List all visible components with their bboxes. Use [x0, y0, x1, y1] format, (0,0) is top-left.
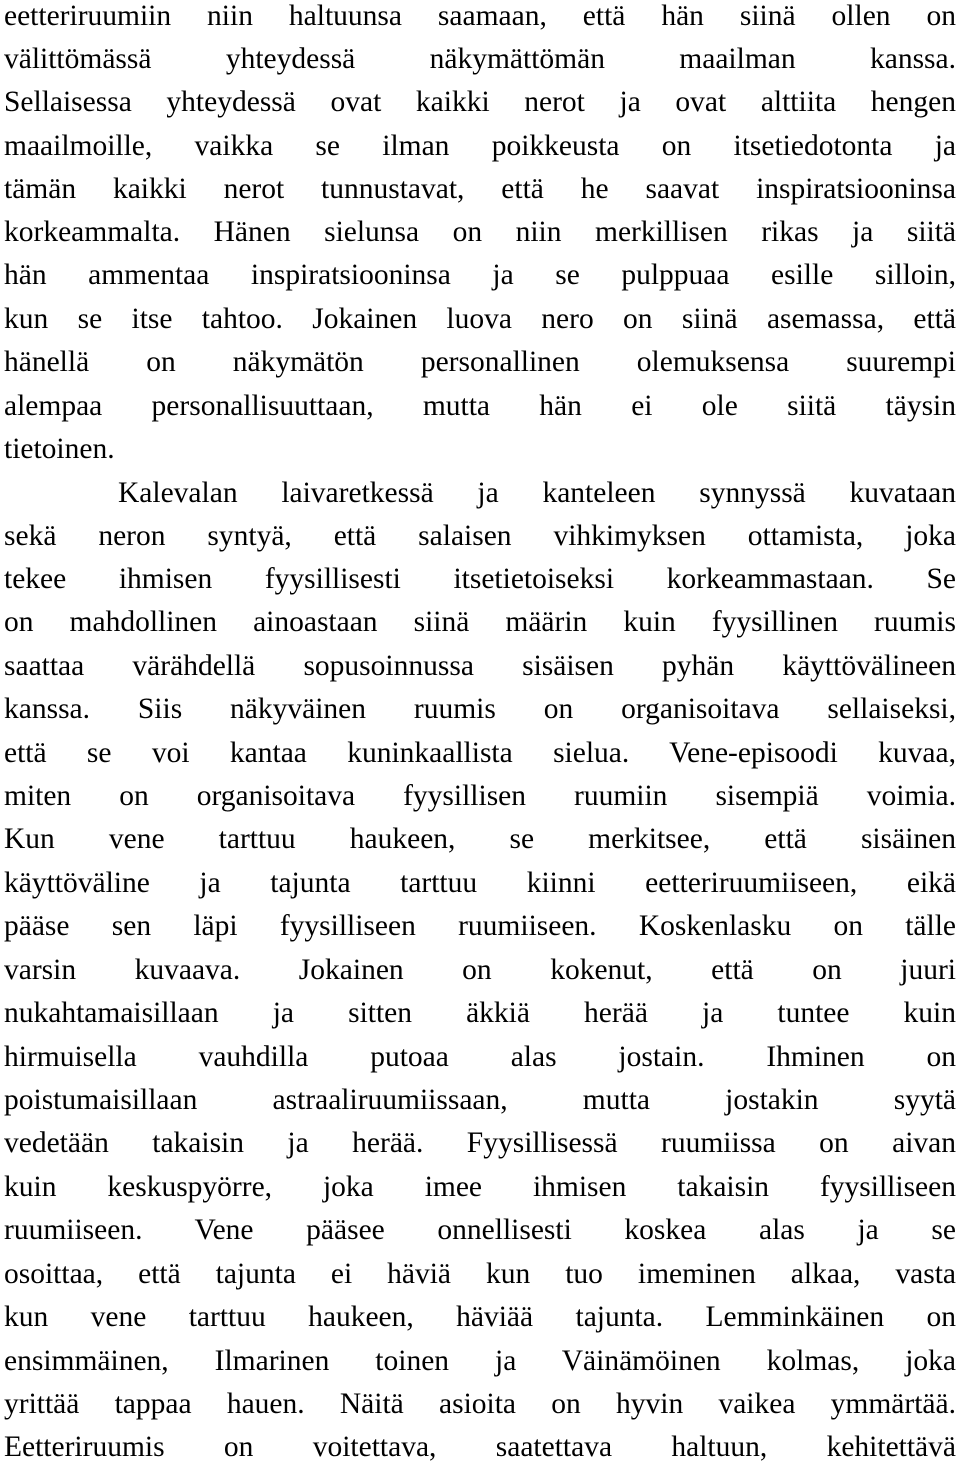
text-line: nukahtamaisillaan ja sitten äkkiä herää ja tuntee kuin: [4, 997, 956, 1029]
text-line: saattaa värähdellä sopusoinnussa sisäisen pyhän käyttövälineen: [4, 650, 956, 682]
text-line: eetteriruumiin niin haltuunsa saamaan, että hän siinä ollen on: [4, 0, 956, 32]
text-line: Sellaisessa yhteydessä ovat kaikki nerot ja ovat alttiita hengen: [4, 86, 956, 118]
text-line: vedetään takaisin ja herää. Fyysillisessä ruumiissa on aivan: [4, 1127, 956, 1159]
text-line: ruumiiseen. Vene pääsee onnellisesti koskea alas ja se: [4, 1214, 956, 1246]
text-line: varsin kuvaava. Jokainen on kokenut, että on juuri: [4, 954, 956, 986]
text-line: kun se itse tahtoo. Jokainen luova nero on siinä asemassa, että: [4, 303, 956, 335]
text-line: korkeammalta. Hänen sielunsa on niin merkillisen rikas ja siitä: [4, 216, 956, 248]
text-line: Kun vene tarttuu haukeen, se merkitsee, että sisäinen: [4, 823, 956, 855]
text-line: välittömässä yhteydessä näkymättömän maailman kanssa.: [4, 43, 956, 75]
text-line: on mahdollinen ainoastaan siinä määrin kuin fyysillinen ruumis: [4, 606, 956, 638]
text-line: pääse sen läpi fyysilliseen ruumiiseen. Koskenlasku on tälle: [4, 910, 956, 942]
text-line: kun vene tarttuu haukeen, häviää tajunta. Lemminkäinen on: [4, 1301, 956, 1333]
text-line: maailmoille, vaikka se ilman poikkeusta on itsetiedotonta ja: [4, 130, 956, 162]
text-line: Eetteriruumis on voitettava, saatettava haltuun, kehitettävä: [4, 1431, 956, 1463]
text-line: hänellä on näkymätön personallinen olemuksensa suurempi: [4, 346, 956, 378]
text-line: poistumaisillaan astraaliruumiissaan, mutta jostakin syytä: [4, 1084, 956, 1116]
text-line: miten on organisoitava fyysillisen ruumiin sisempiä voimia.: [4, 780, 956, 812]
text-line: yrittää tappaa hauen. Näitä asioita on hyvin vaikea ymmärtää.: [4, 1388, 956, 1420]
text-line: tämän kaikki nerot tunnustavat, että he saavat inspiratsiooninsa: [4, 173, 956, 205]
text-line: alempaa personallisuuttaan, mutta hän ei ole siitä täysin: [4, 390, 956, 422]
text-line: käyttöväline ja tajunta tarttuu kiinni eetteriruumiiseen, eikä: [4, 867, 956, 899]
text-line: tekee ihmisen fyysillisesti itsetietoiseksi korkeammastaan. Se: [4, 563, 956, 595]
text-line: että se voi kantaa kuninkaallista sielua. Vene-episoodi kuvaa,: [4, 737, 956, 769]
text-line: hän ammentaa inspiratsiooninsa ja se pulppuaa esille silloin,: [4, 259, 956, 291]
text-line: hirmuisella vauhdilla putoaa alas jostain. Ihminen on: [4, 1041, 956, 1073]
text-line: ensimmäinen, Ilmarinen toinen ja Väinämöinen kolmas, joka: [4, 1345, 956, 1377]
text-line: osoittaa, että tajunta ei häviä kun tuo imeminen alkaa, vasta: [4, 1258, 956, 1290]
text-line: sekä neron syntyä, että salaisen vihkimyksen ottamista, joka: [4, 520, 956, 552]
text-line: kuin keskuspyörre, joka imee ihmisen takaisin fyysilliseen: [4, 1171, 956, 1203]
text-line: tietoinen.: [4, 433, 115, 465]
text-line: Kalevalan laivaretkessä ja kanteleen synnyssä kuvataan: [118, 477, 956, 509]
text-line: kanssa. Siis näkyväinen ruumis on organisoitava sellaiseksi,: [4, 693, 956, 725]
